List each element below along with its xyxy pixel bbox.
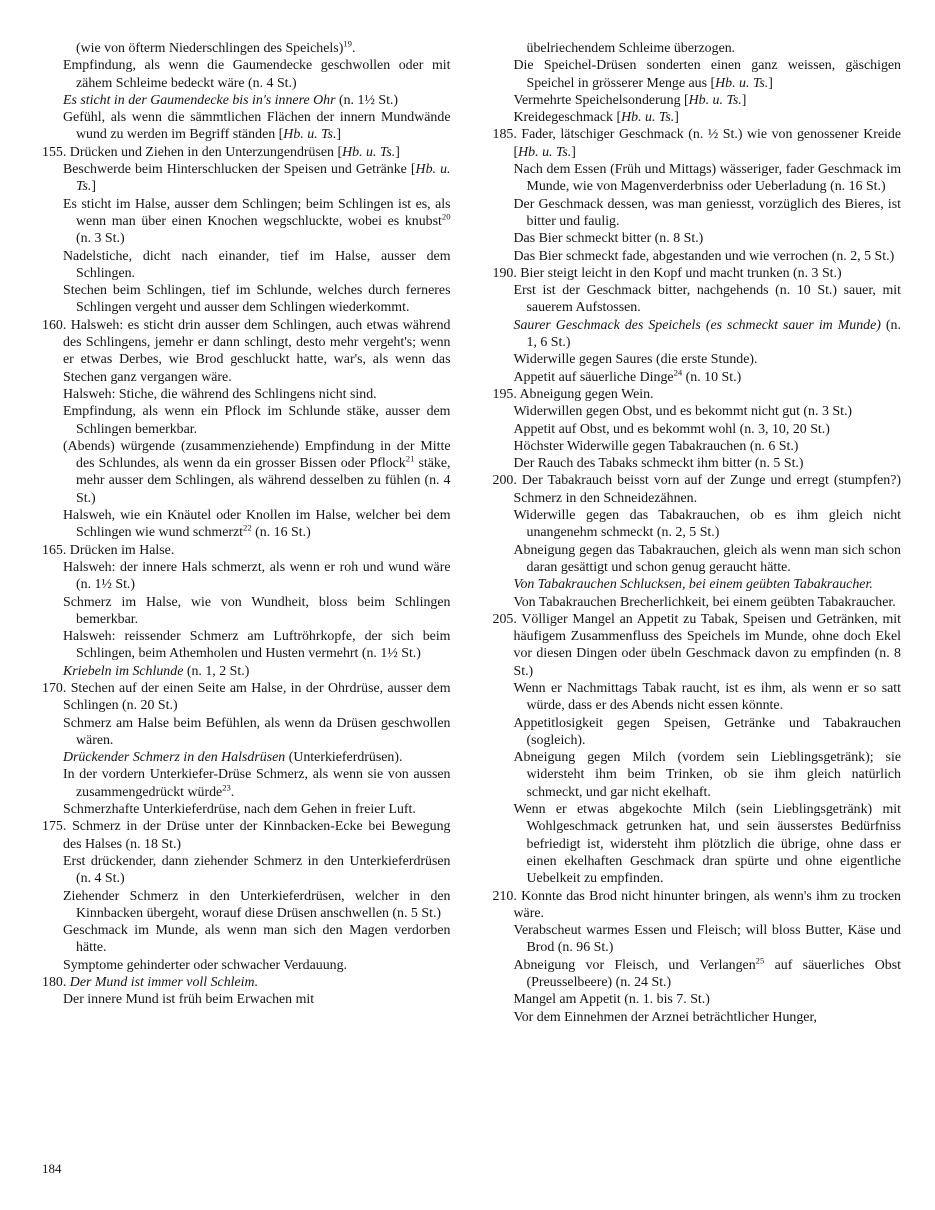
entry-text: (wie von öfterm Niederschlingen des Speichels) — [76, 41, 344, 56]
entry-text: Der Rauch des Tabaks schmeckt ihm bitter (n. 5 St.) — [513, 456, 804, 472]
symptom-entry — [493, 92, 902, 109]
symptom-entry — [42, 628, 451, 663]
entry-text: (n. 1, 6 St.) — [526, 317, 901, 351]
symptom-entry — [493, 57, 902, 92]
symptom-entry — [493, 749, 902, 801]
entry-text: Vor dem Einnehmen der Arznei beträchtlicher Hunger, — [513, 1009, 818, 1025]
entry-text: Symptome gehinderter oder schwacher Verdauung. — [63, 957, 348, 973]
entry-text: Der innere Mund ist früh beim Erwachen mit — [63, 992, 315, 1008]
entry-text: ] — [571, 144, 576, 160]
symptom-entry — [42, 801, 451, 818]
entry-text: Konnte das Brod nicht hinunter bringen, als wenn's ihm zu trocken wäre. — [513, 888, 902, 921]
entry-text: Der Tabakrauch beisst vorn auf der Zunge und erregt (stumpfen?) Schmerz in den Schneidezähnen. — [513, 473, 901, 506]
entry-text: Saurer Geschmack des Speichels (es schmeckt sauer im Munde) — [513, 317, 881, 333]
entry-text: Höchster Widerwille gegen Tabakrauchen (n. 6 St.) — [513, 438, 799, 454]
symptom-entry — [42, 594, 451, 629]
symptom-entry — [42, 663, 451, 680]
entry-text: Hb. u. Ts. — [715, 75, 769, 91]
entry-text: ] — [768, 75, 773, 91]
symptom-entry — [42, 991, 451, 1008]
entry-number: 195. — [492, 386, 520, 402]
entry-text: Nadelstiche, dicht nach einander, tief im Halse, ausser dem Schlingen. — [63, 248, 451, 281]
entry-text: Halsweh: es sticht drin ausser dem Schlingen, auch etwas während des Schlingens, jemehr er dann schlingt, desto mehr vergeht's; wenn er etwas Derbes, wie Brod geschluckt hatte, war's, als wenn das Stechen ganz vergangen wäre. — [63, 317, 451, 385]
entry-text: Hb. u. Ts. — [342, 144, 396, 160]
symptom-entry — [493, 369, 902, 386]
footnote-reference: 25 — [755, 955, 765, 966]
entry-text: Abneigung vor Fleisch, und Verlangen — [513, 957, 756, 973]
entry-text: ] — [336, 127, 342, 143]
symptom-entry — [42, 386, 451, 403]
entry-text: Wenn er Nachmittags Tabak raucht, ist es ihm, als wenn er so satt würde, dass er des Abends nicht essen könnte. — [513, 680, 901, 714]
entry-text: Abneigung gegen Milch (vordem sein Lieblingsgetränk); sie widersteht ihm beim Trinken, ob sie ihm gleich natürlich schmeckt, und gar nicht ekelhaft. — [513, 750, 901, 800]
right-column — [493, 40, 902, 1026]
entry-number: 170. — [42, 680, 71, 696]
symptom-entry — [493, 922, 902, 957]
entry-text: Widerwille gegen das Tabakrauchen, ob es ihm gleich nicht unangenehm schmeckt (n. 2, 5 St.) — [513, 508, 901, 541]
entry-text: stäke, mehr ausser dem Schlingen, als während desselben zu fühlen (n. 4 St.) — [76, 456, 451, 506]
entry-text: Kriebeln im Schlunde — [63, 663, 184, 679]
symptom-entry-numbered — [42, 542, 451, 559]
symptom-entry-numbered — [42, 818, 451, 853]
entry-text: Halsweh: der innere Hals schmerzt, als wenn er roh und wund wäre (n. 1½ St.) — [63, 559, 451, 593]
entry-number: 180. — [42, 975, 70, 991]
entry-text: Gefühl, als wenn die sämmtlichen Flächen der innern Mundwände wund zu werden im Begriff ständen [ — [63, 110, 451, 143]
symptom-entry — [42, 282, 451, 317]
entry-text: Von Tabakrauchen Brecherlichkeit, bei einem geübten Tabakraucher. — [513, 594, 896, 610]
footnote-reference: 22 — [243, 522, 252, 533]
entry-text: Es sticht im Halse, ausser dem Schlingen; beim Schlingen ist es, als wenn man über einen Knochen wegschluckte, wobei es knubst — [63, 196, 451, 229]
entry-number: 210. — [492, 888, 522, 904]
symptom-entry — [493, 40, 902, 57]
symptom-entry — [493, 351, 902, 368]
entry-text: übelriechendem Schleime überzogen. — [526, 41, 736, 56]
symptom-entry — [42, 749, 451, 766]
symptom-entry — [493, 1009, 902, 1026]
entry-text: Erst drückender, dann ziehender Schmerz in den Unterkieferdrüsen (n. 4 St.) — [63, 853, 451, 887]
left-column — [42, 40, 451, 1026]
symptom-entry — [42, 40, 451, 57]
symptom-entry — [42, 888, 451, 923]
entry-text: . — [351, 41, 356, 56]
entry-number: 175. — [42, 819, 73, 835]
entry-text: Stechen auf der einen Seite am Halse, in der Ohrdrüse, ausser dem Schlingen (n. 20 St.) — [63, 680, 451, 714]
entry-number: 160. — [42, 317, 71, 333]
entry-text: Hb. u. Ts. — [283, 127, 337, 143]
symptom-entry — [42, 248, 451, 283]
entry-text: In der vordern Unterkiefer-Drüse Schmerz, als wenn sie von aussen zusammengedrückt würde — [63, 767, 451, 800]
entry-number: 165. — [42, 542, 70, 558]
entry-text: Wenn er etwas abgekochte Milch (sein Lieblingsgetränk) mit Wohlgeschmack getrunken hat, und sein äusserstes Bedürfniss befriedigt ist, widersteht ihm plötzlich die übrige, ohne dass er einen ekelhaften Geschmack dran spürte und ohne eigentliche Uebelkeit zu empfinden. — [513, 802, 901, 887]
footnote-reference: 21 — [405, 453, 415, 464]
entry-number: 190. — [492, 265, 521, 281]
entry-text: Schmerz in der Drüse unter der Kinnbacken-Ecke bei Bewegung des Halses (n. 18 St.) — [63, 819, 451, 852]
symptom-entry — [493, 421, 902, 438]
symptom-entry — [493, 161, 902, 196]
entry-text: Hb. u. Ts. — [621, 110, 675, 126]
symptom-entry — [493, 196, 902, 231]
symptom-entry — [493, 957, 902, 992]
symptom-entry-numbered — [493, 126, 902, 161]
entry-text: Der Mund ist immer voll Schleim. — [69, 975, 259, 991]
symptom-entry — [42, 109, 451, 144]
entry-text: (n. 16 St.) — [251, 525, 311, 541]
symptom-entry — [42, 853, 451, 888]
entry-text: Hb. u. Ts. — [518, 144, 572, 160]
entry-text: Empfindung, als wenn ein Pflock im Schlunde stäke, ausser dem Schlingen bemerkbar. — [63, 404, 451, 437]
entry-text: Das Bier schmeckt fade, abgestanden und wie verrochen (n. 2, 5 St.) — [513, 248, 895, 264]
entry-text: Appetit auf säuerliche Dinge — [513, 369, 674, 385]
symptom-entry — [493, 109, 902, 126]
entry-text: Drücken und Ziehen in den Unterzungendrüsen [ — [69, 144, 343, 160]
entry-text: Widerwille gegen Saures (die erste Stunde). — [513, 352, 758, 368]
symptom-entry — [42, 957, 451, 974]
symptom-entry — [493, 801, 902, 887]
entry-text: ] — [674, 110, 679, 126]
entry-text: Verabscheut warmes Essen und Fleisch; will bloss Butter, Käse und Brod (n. 96 St.) — [513, 923, 901, 956]
entry-text: Appetitlosigkeit gegen Speisen, Getränke und Tabakrauchen (sogleich). — [513, 715, 901, 748]
entry-number: 200. — [492, 473, 522, 489]
symptom-entry — [42, 57, 451, 92]
symptom-entry — [493, 403, 902, 420]
symptom-entry — [493, 455, 902, 472]
entry-text: Schmerz im Halse, wie von Wundheit, bloss beim Schlingen bemerkbar. — [63, 594, 451, 627]
entry-text: Drücken im Halse. — [69, 542, 175, 558]
symptom-entry — [42, 403, 451, 438]
entry-text: (n. 3 St.) — [76, 231, 125, 247]
entry-text: Mangel am Appetit (n. 1. bis 7. St.) — [513, 992, 710, 1008]
symptom-entry — [493, 230, 902, 247]
entry-text: Erst ist der Geschmack bitter, nachgehends (n. 10 St.) sauer, mit sauerem Aufstossen. — [513, 283, 901, 316]
entry-text: Hb. u. Ts. — [688, 92, 742, 108]
entry-text: Bier steigt leicht in den Kopf und macht trunken (n. 3 St.) — [520, 265, 842, 281]
symptom-entry-numbered — [42, 317, 451, 386]
symptom-entry — [493, 576, 902, 593]
entry-text: Schmerz am Halse beim Befühlen, als wenn da Drüsen geschwollen wären. — [63, 715, 451, 748]
entry-text: (Unterkieferdrüsen). — [285, 750, 403, 766]
symptom-entry — [493, 317, 902, 352]
entry-text: Völliger Mangel an Appetit zu Tabak, Speisen und Getränken, mit häufigem Zusammenfluss des Speichels im Munde, ohne doch Ekel vor diesen Dingen oder übeln Geschmack davon zu empfinden (n. 8 St.) — [513, 611, 902, 679]
symptom-entry — [42, 922, 451, 957]
symptom-entry — [42, 438, 451, 507]
entry-text: Der Geschmack dessen, was man geniesst, vorzüglich des Bieres, ist bitter und faulig. — [513, 196, 901, 229]
symptom-entry-numbered — [42, 680, 451, 715]
symptom-entry — [42, 766, 451, 801]
symptom-entry-numbered — [493, 265, 902, 282]
entry-text: Empfindung, als wenn die Gaumendecke geschwollen oder mit zähem Schleime bedeckt wäre (n. 4 St.) — [63, 58, 451, 91]
entry-text: Abneigung gegen das Tabakrauchen, gleich als wenn man sich schon daran gesättigt und schon genug geraucht hätte. — [513, 542, 901, 575]
footnote-reference: 20 — [441, 211, 451, 222]
entry-text: ] — [741, 92, 747, 108]
entry-text: Kreidegeschmack [ — [513, 110, 622, 126]
entry-text: Hb. u. Ts. — [76, 162, 451, 195]
symptom-entry — [493, 282, 902, 317]
entry-text: Fader, lätschiger Geschmack (n. ½ St.) wie von genossener Kreide [ — [513, 127, 901, 160]
symptom-entry-numbered — [493, 888, 902, 923]
symptom-entry-numbered — [493, 472, 902, 507]
entry-text: (n. 10 St.) — [682, 369, 742, 385]
entry-text: Appetit auf Obst, und es bekommt wohl (n. 3, 10, 20 St.) — [513, 421, 830, 437]
entry-text: Vermehrte Speichelsonderung [ — [513, 92, 689, 108]
entry-text: Geschmack im Munde, als wenn man sich den Magen verdorben hätte. — [63, 923, 451, 956]
entry-number: 205. — [492, 611, 522, 627]
symptom-entry-numbered — [42, 974, 451, 991]
entry-text: Widerwillen gegen Obst, und es bekommt nicht gut (n. 3 St.) — [513, 404, 853, 420]
symptom-entry — [42, 715, 451, 750]
entry-text: . — [230, 784, 235, 800]
entry-text: (n. 1½ St.) — [335, 92, 399, 108]
entry-text: Schmerzhafte Unterkieferdrüse, nach dem Gehen in freier Luft. — [63, 802, 416, 818]
entry-text: Drückender Schmerz in den Halsdrüsen — [63, 750, 286, 766]
entry-number: 155. — [42, 144, 70, 160]
entry-text: Abneigung gegen Wein. — [519, 386, 654, 402]
entry-text: (n. 1, 2 St.) — [183, 663, 250, 679]
footnote-reference: 23 — [222, 782, 231, 793]
entry-text: ] — [91, 179, 96, 195]
symptom-entry — [42, 161, 451, 196]
entry-text: Ziehender Schmerz in den Unterkieferdrüsen, welcher in den Kinnbacken übergeht, worauf diese Drüsen anschwellen (n. 5 St.) — [63, 888, 451, 921]
entry-text: Es sticht in der Gaumendecke bis in's innere Ohr — [63, 92, 336, 108]
entry-text: Das Bier schmeckt bitter (n. 8 St.) — [513, 231, 704, 247]
symptom-entry — [42, 92, 451, 109]
symptom-entry — [493, 248, 902, 265]
entry-text: Die Speichel-Drüsen sonderten einen ganz weissen, gäschigen Speichel in grösserer Menge aus [ — [513, 58, 901, 91]
symptom-entry — [493, 438, 902, 455]
entry-text: Beschwerde beim Hinterschlucken der Speisen und Getränke [ — [63, 162, 416, 178]
entry-text: Stechen beim Schlingen, tief im Schlunde, welches durch ferneres Schlingen vergeht und ausser dem Schlingen wiederkommt. — [63, 283, 451, 316]
footnote-reference: 19 — [343, 38, 352, 49]
symptom-entry-numbered — [493, 386, 902, 403]
symptom-entry — [493, 715, 902, 750]
entry-text: Von Tabakrauchen Schlucksen, bei einem geübten Tabakraucher. — [513, 577, 873, 593]
entry-text: Halsweh, wie ein Knäutel oder Knollen im Halse, welcher bei dem Schlingen wie wund schmerzt — [63, 508, 451, 541]
symptom-entry — [42, 507, 451, 542]
symptom-entry — [493, 991, 902, 1008]
page-number: 184 — [42, 1161, 62, 1176]
symptom-entry — [42, 196, 451, 248]
entry-text: (Abends) würgende (zusammenziehende) Empfindung in der Mitte des Schlundes, als wenn da ein grosser Bissen oder Pflock — [63, 438, 451, 472]
entry-text: Halsweh: reissender Schmerz am Luftröhrkopfe, der sich beim Schlingen, beim Athemholen und Husten vermehrt (n. 1½ St.) — [63, 629, 451, 662]
entry-text: Halsweh: Stiche, die während des Schlingens nicht sind. — [63, 386, 377, 402]
symptom-entry — [493, 594, 902, 611]
entry-text: ] — [395, 144, 400, 160]
symptom-entry — [493, 507, 902, 542]
symptom-entry — [493, 680, 902, 715]
two-column-layout — [42, 40, 901, 1026]
symptom-entry — [42, 559, 451, 594]
symptom-entry-numbered — [42, 144, 451, 161]
symptom-entry-numbered — [493, 611, 902, 680]
footnote-reference: 24 — [673, 367, 683, 378]
symptom-entry — [493, 542, 902, 577]
entry-text: auf säuerliches Obst (Preusselbeere) (n. 24 St.) — [526, 957, 901, 991]
entry-text: Nach dem Essen (Früh und Mittags) wässeriger, fader Geschmack im Munde, wie von Magenverderbniss oder Ueberladung (n. 16 St.) — [513, 162, 901, 195]
entry-number: 185. — [492, 127, 522, 143]
